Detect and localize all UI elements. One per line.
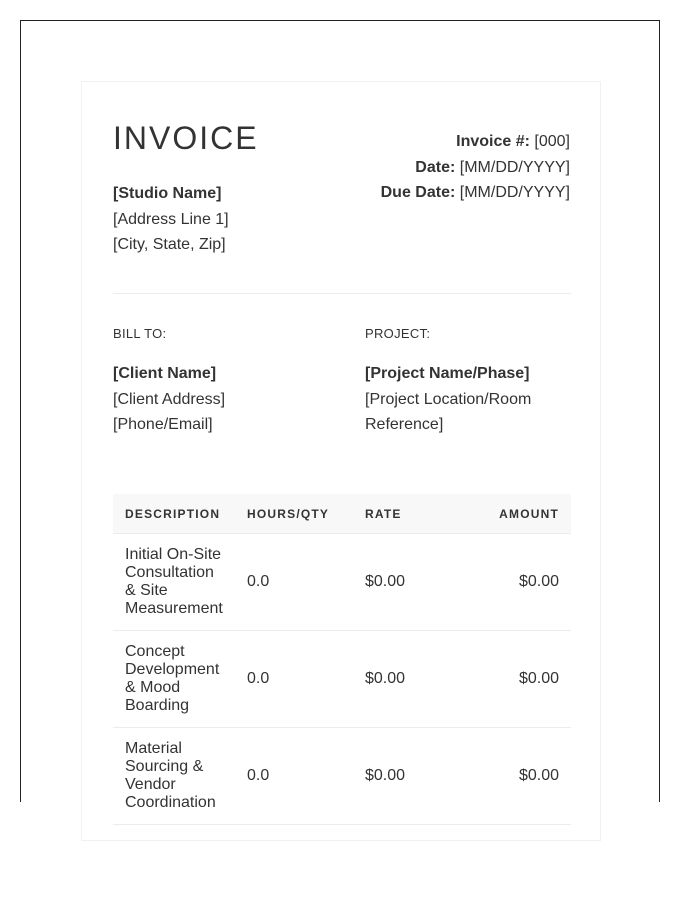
project-section (365, 326, 565, 438)
client-name: [Client Name] (113, 365, 217, 382)
row-amount: $0.00 (471, 631, 571, 728)
invoice-due-date-label: Due Date: (380, 184, 456, 201)
invoice-meta (381, 129, 570, 206)
project-location: [Project Location/Room Reference] (365, 390, 532, 433)
invoice-number-label: Invoice #: (456, 133, 530, 150)
row-amount: $0.00 (471, 534, 571, 631)
header-description: DESCRIPTION (113, 494, 235, 534)
header-hours-qty: HOURS/QTY (235, 494, 353, 534)
invoice-number-row (381, 129, 570, 155)
header-rate: RATE (353, 494, 471, 534)
header-amount: AMOUNT (471, 494, 571, 534)
studio-info (113, 181, 229, 258)
row-hours: 0.0 (235, 534, 353, 631)
project-name: [Project Name/Phase] (365, 365, 530, 382)
table-row (113, 728, 571, 825)
section-divider (113, 293, 571, 294)
invoice-title: INVOICE (113, 120, 259, 156)
bill-to-section (113, 326, 225, 438)
studio-address-line: [Address Line 1] (113, 210, 229, 228)
table-row (113, 631, 571, 728)
row-hours: 0.0 (235, 728, 353, 825)
invoice-number-value: [000] (534, 133, 570, 150)
table-row (113, 534, 571, 631)
document-viewport (20, 20, 660, 811)
bill-to-heading: BILL TO: (113, 326, 167, 341)
client-address: [Client Address] (113, 390, 226, 408)
invoice-date-value: [MM/DD/YYYY] (459, 158, 570, 176)
row-amount: $0.00 (471, 728, 571, 825)
invoice-due-date-row (381, 180, 570, 206)
client-contact: [Phone/Email] (113, 416, 213, 433)
invoice-date-row (381, 155, 570, 181)
row-hours: 0.0 (235, 631, 353, 728)
row-description: Material Sourcing & Vendor Coordination (113, 728, 235, 825)
row-rate: $0.00 (353, 728, 471, 825)
invoice-page (81, 81, 601, 841)
project-heading: PROJECT: (365, 326, 431, 341)
line-items-table (113, 494, 571, 825)
row-rate: $0.00 (353, 631, 471, 728)
invoice-date-label: Date: (415, 158, 456, 176)
row-description: Initial On-Site Consultation & Site Measurement (113, 534, 235, 631)
table-header-row (113, 494, 571, 534)
studio-name: [Studio Name] (113, 185, 222, 202)
invoice-due-date-value: [MM/DD/YYYY] (459, 184, 570, 201)
row-description: Concept Development & Mood Boarding (113, 631, 235, 728)
row-rate: $0.00 (353, 534, 471, 631)
studio-city-line: [City, State, Zip] (113, 236, 226, 253)
